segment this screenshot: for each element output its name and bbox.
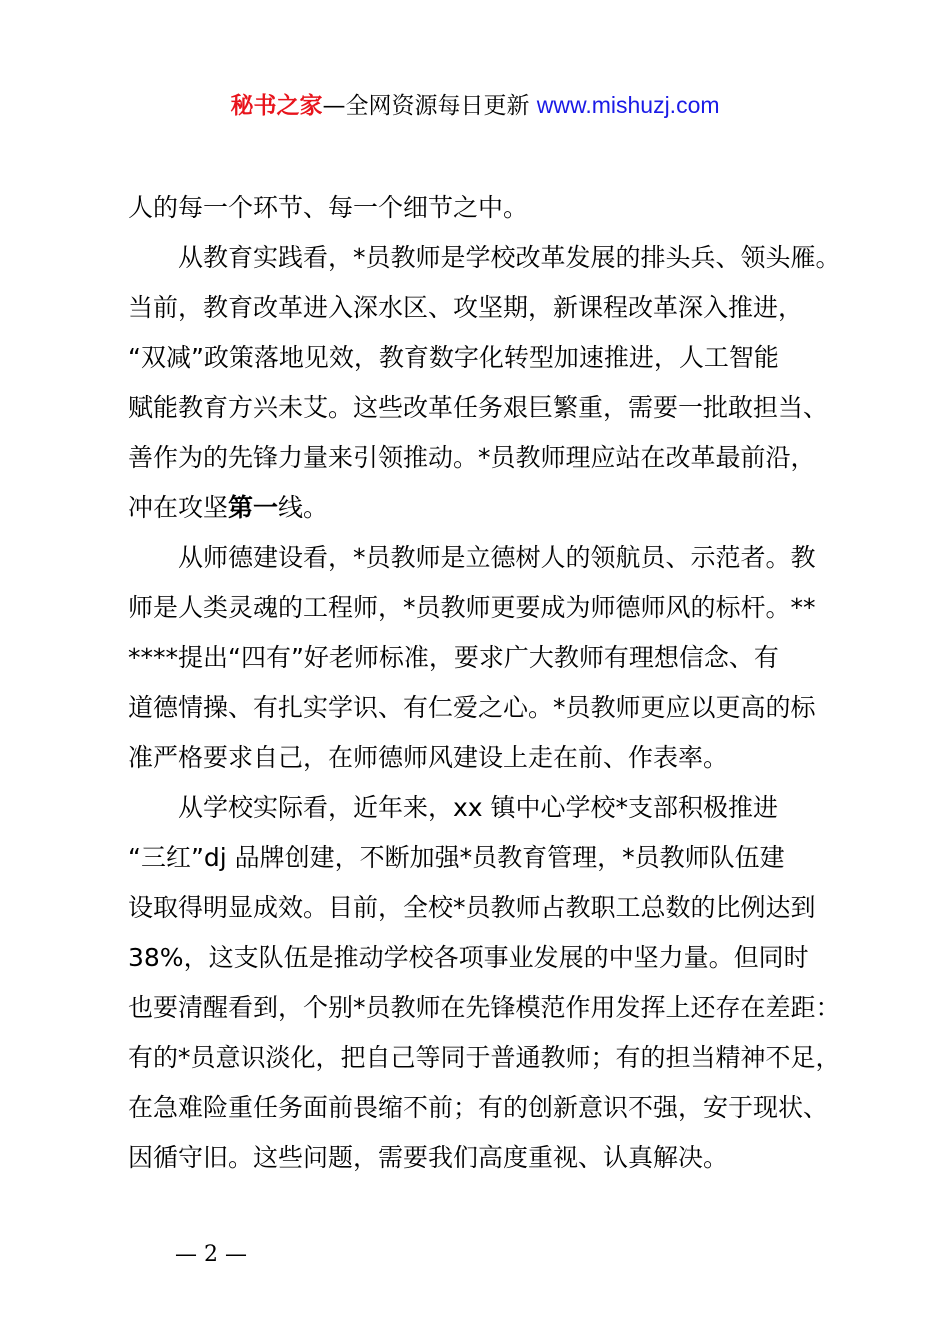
text-fragment: 线。 <box>278 493 329 522</box>
text-line <box>128 483 858 533</box>
text-line: 当前，教育改革进入深水区、攻坚期，新课程改革深入推进， <box>128 293 804 322</box>
text-line: “双减”政策落地见效，教育数字化转型加速推进，人工智能 <box>128 343 779 372</box>
text-line: “三红”dj 品牌创建，不断加强*员教育管理，*员教师队伍建 <box>128 843 785 872</box>
text-line: 人的每一个环节、每一个细节之中。 <box>128 193 529 222</box>
text-line: 善作为的先锋力量来引领推动。*员教师理应站在改革最前沿， <box>128 443 816 472</box>
text-line: 设取得明显成效。目前，全校*员教师占教职工总数的比例达到 <box>128 893 816 922</box>
document-body <box>128 183 858 1183</box>
text-line: 师是人类灵魂的工程师，*员教师更要成为师德师风的标杆。** <box>128 593 816 622</box>
page-number: — 2 — <box>175 1242 247 1267</box>
text-line: 在急难险重任务面前畏缩不前；有的创新意识不强，安于现状、 <box>128 1093 829 1122</box>
bold-text-fragment: 第一 <box>228 493 279 522</box>
site-header <box>0 88 950 123</box>
paragraph-start-line: 从师德建设看，*员教师是立德树人的领航员、示范者。教 <box>178 543 816 572</box>
text-line: 因循守旧。这些问题，需要我们高度重视、认真解决。 <box>128 1143 729 1172</box>
site-brand: 秘书之家 <box>230 93 323 119</box>
text-line: 准严格要求自己，在师德师风建设上走在前、作表率。 <box>128 743 729 772</box>
text-line: 也要清醒看到，个别*员教师在先锋模范作用发挥上还存在差距： <box>128 993 841 1022</box>
text-line: 道德情操、有扎实学识、有仁爱之心。*员教师更应以更高的标 <box>128 693 816 722</box>
text-line: 38%，这支队伍是推动学校各项事业发展的中坚力量。但同时 <box>128 943 809 972</box>
site-url-link[interactable]: www.mishuzj.com <box>536 92 720 118</box>
text-line: 有的*员意识淡化，把自己等同于普通教师；有的担当精神不足， <box>128 1043 841 1072</box>
paragraph-start-line: 从教育实践看，*员教师是学校改革发展的排头兵、领头雁。 <box>178 243 841 272</box>
text-line: 赋能教育方兴未艾。这些改革任务艰巨繁重，需要一批敢担当、 <box>128 393 829 422</box>
site-slogan: —全网资源每日更新 <box>322 93 537 119</box>
text-line: ****提出“四有”好老师标准，要求广大教师有理想信念、有 <box>128 643 779 672</box>
paragraph-start-line: 从学校实际看，近年来，xx 镇中心学校*支部积极推进 <box>178 793 779 822</box>
text-fragment: 冲在攻坚 <box>128 493 229 522</box>
